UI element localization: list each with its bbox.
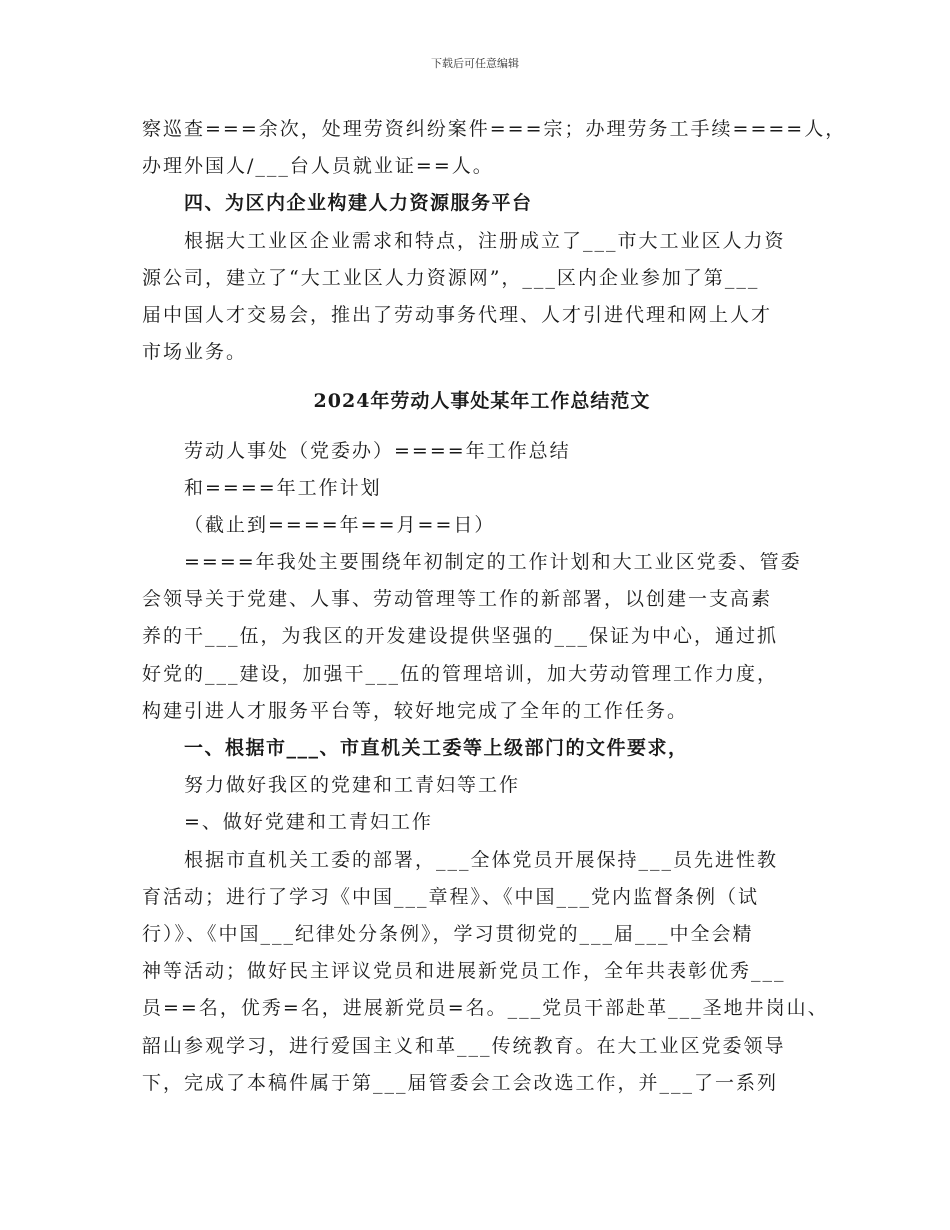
paragraph-line: 养的干___伍，为我区的开发建设提供坚强的___保证为中心，通过抓 xyxy=(142,625,779,648)
paragraph-line: 办理外国人/___台人员就业证==人。 xyxy=(142,155,494,178)
intro-line: （截止到====年==月==日） xyxy=(184,513,496,536)
paragraph-line: 届中国人才交易会，推出了劳动事务代理、人才引进代理和网上人才 xyxy=(142,303,773,326)
paragraph-line: 神等活动；做好民主评议党员和进展新党员工作，全年共表彰优秀___ xyxy=(142,960,786,983)
paragraph-line: 构建引进人才服务平台等，较好地完成了全年的工作任务。 xyxy=(142,699,689,722)
paragraph-line: 根据大工业区企业需求和特点，注册成立了___市大工业区人力资 xyxy=(184,229,786,252)
intro-line: 和====年工作计划 xyxy=(184,476,382,499)
paragraph-line: 员==名，优秀=名，进展新党员=名。___党员干部赴革___圣地井岗山、 xyxy=(142,997,829,1020)
paragraph-line: 市场业务。 xyxy=(142,341,248,364)
section-heading: 一、根据市___、市直机关工委等上级部门的文件要求， xyxy=(184,737,689,759)
subheading-line: 努力做好我区的党建和工青妇等工作 xyxy=(184,774,521,797)
paragraph-line: 下，完成了本稿件属于第___届管委会工会改选工作，并___了一系列 xyxy=(142,1071,779,1094)
paragraph-line: 根据市直机关工委的部署，___全体党员开展保持___员先进性教 xyxy=(184,848,779,871)
paragraph-line: 会领导关于党建、人事、劳动管理等工作的新部署，以创建一支高素 xyxy=(142,588,773,611)
subheading-line: =、做好党建和工青妇工作 xyxy=(184,811,433,834)
document-body xyxy=(142,111,847,1102)
paragraph-line: 行）》、《中国___纪律处分条例》，学习贯彻党的___届___中全会精 xyxy=(142,922,754,945)
section-heading: 四、为区内企业构建人力资源服务平台 xyxy=(184,192,533,215)
document-title: 2024年劳动人事处某年工作总结范文 xyxy=(313,390,651,413)
intro-line: 劳动人事处（党委办）====年工作总结 xyxy=(184,439,571,462)
page-header: 下载后可任意编辑 xyxy=(431,57,519,70)
paragraph-line: 育活动；进行了学习《中国___章程》、《中国___党内监督条例（试 xyxy=(142,885,760,908)
paragraph-line: 察巡查===余次，处理劳资纠纷案件===宗；办理劳务工手续====人， xyxy=(142,118,847,140)
paragraph-line: ====年我处主要围绕年初制定的工作计划和大工业区党委、管委 xyxy=(184,551,802,574)
paragraph-line: 源公司，建立了“大工业区人力资源网”，___区内企业参加了第___ xyxy=(142,266,760,289)
paragraph-line: 好党的___建设，加强干___伍的管理培训，加大劳动管理工作力度， xyxy=(142,662,779,685)
paragraph-line: 韶山参观学习，进行爱国主义和革___传统教育。在大工业区党委领导 xyxy=(142,1034,786,1057)
